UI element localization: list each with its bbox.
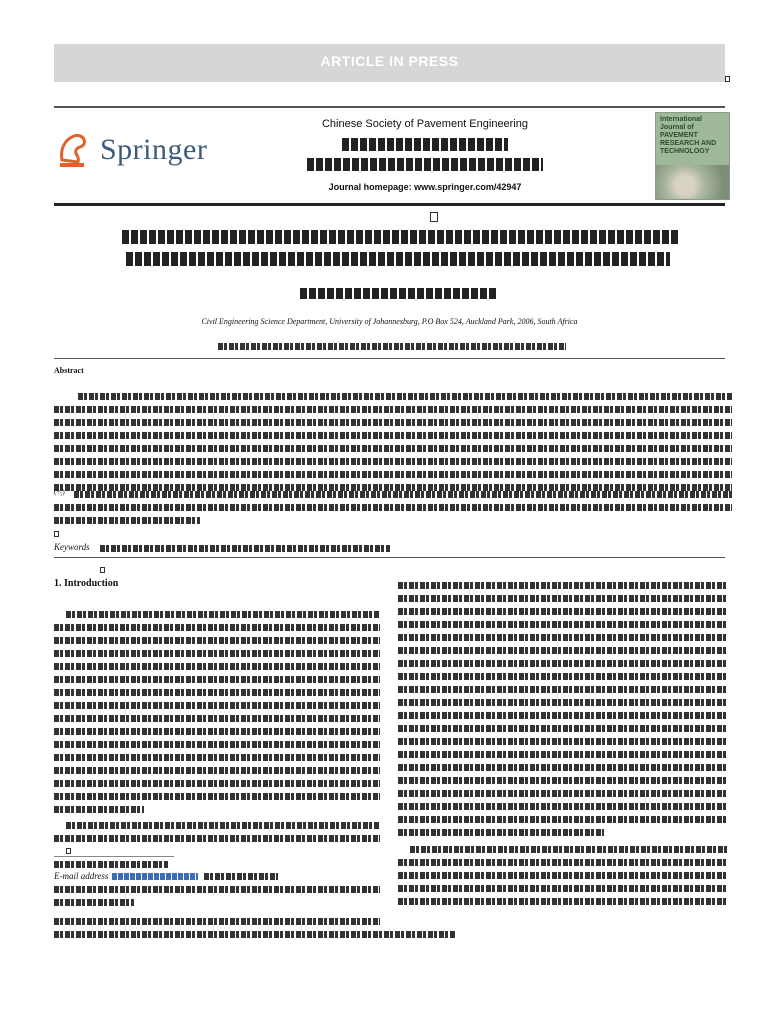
right-col-line <box>410 846 728 853</box>
intro-line <box>54 637 380 644</box>
journal-cover-image <box>655 112 730 200</box>
springer-logo <box>54 130 207 170</box>
right-col-line <box>398 885 728 892</box>
intro-line <box>54 676 380 683</box>
abstract-line <box>54 419 732 426</box>
cover-title: International Journal of PAVEMENT RESEARCH AND TECHNOLOGY <box>660 116 717 155</box>
right-col-line <box>398 712 728 719</box>
intro-line <box>54 689 380 696</box>
abstract-line <box>74 491 732 498</box>
abstract-end-glyph <box>54 531 59 537</box>
abstract-line <box>54 484 732 491</box>
springer-horse-icon <box>54 130 94 170</box>
right-col-line <box>398 595 728 602</box>
right-col-line <box>398 725 728 732</box>
corresponding-author-line <box>54 861 168 868</box>
intro-line <box>54 741 380 748</box>
keywords-label: Keywords <box>54 542 90 552</box>
right-col-line <box>398 608 728 615</box>
copyright-line <box>54 918 380 925</box>
article-title-line-1 <box>122 230 678 244</box>
introduction-heading: 1. Introduction <box>54 578 119 589</box>
springer-wordmark: Springer <box>100 133 208 166</box>
abstract-heading: Abstract <box>54 366 84 375</box>
abstract-top-rule <box>54 358 725 359</box>
right-col-line <box>398 764 728 771</box>
article-authors <box>300 288 496 299</box>
abstract-line <box>54 458 732 465</box>
intro-line <box>54 767 380 774</box>
abstract-line <box>54 406 732 413</box>
right-col-line <box>398 898 728 905</box>
intro-line <box>54 754 380 761</box>
title-glyph <box>430 212 438 222</box>
abstract-line <box>78 393 732 400</box>
journal-title-line-2 <box>307 158 543 171</box>
right-col-line <box>398 686 728 693</box>
intro-line <box>54 624 380 631</box>
header-top-rule <box>54 106 725 108</box>
intro-line <box>54 793 380 800</box>
right-col-line <box>398 859 728 866</box>
right-col-line <box>398 872 728 879</box>
abstract-line <box>54 445 732 452</box>
keywords-text <box>100 545 390 552</box>
society-name: Chinese Society of Pavement Engineering <box>321 118 529 130</box>
right-col-line <box>398 699 728 706</box>
article-title-line-2 <box>126 252 670 266</box>
journal-homepage: Journal homepage: www.springer.com/42947 <box>328 182 522 192</box>
right-col-line <box>398 634 728 641</box>
right-col-line <box>398 647 728 654</box>
intro-line <box>66 822 380 829</box>
paragraph-glyph <box>66 848 71 854</box>
intro-line <box>54 835 380 842</box>
copyright-line <box>54 931 456 938</box>
journal-title-line-1 <box>342 138 508 151</box>
cover-photo <box>656 165 729 199</box>
abstract-bottom-rule <box>54 557 725 558</box>
header-bottom-rule <box>54 203 725 206</box>
right-col-line <box>398 790 728 797</box>
author-email-link[interactable] <box>112 873 198 880</box>
right-col-line <box>398 829 604 836</box>
right-col-line <box>398 803 728 810</box>
author-affiliation: Civil Engineering Science Department, University of Johannesburg, P.O Box 524, Auckland Park, 2006, South Africa <box>201 317 578 326</box>
intro-line <box>54 663 380 670</box>
right-col-line <box>398 777 728 784</box>
right-col-line <box>398 673 728 680</box>
right-col-line <box>398 751 728 758</box>
fraction-symbol: (⁴⁄₅) <box>54 488 65 496</box>
right-col-line <box>398 621 728 628</box>
intro-line <box>54 702 380 709</box>
right-col-line <box>398 582 728 589</box>
abstract-line <box>54 432 732 439</box>
intro-line <box>54 715 380 722</box>
email-label: E-mail address <box>54 871 109 881</box>
right-col-line <box>398 816 728 823</box>
right-col-line <box>398 738 728 745</box>
intro-line <box>54 728 380 735</box>
abstract-line <box>54 471 732 478</box>
abstract-line <box>54 517 200 524</box>
footnote-line <box>54 886 380 893</box>
footnote-line <box>204 873 278 880</box>
intro-line <box>54 650 380 657</box>
intro-line <box>54 780 380 787</box>
intro-line <box>66 611 380 618</box>
corner-glyph <box>725 76 730 82</box>
right-col-line <box>398 660 728 667</box>
footnote-rule <box>54 856 174 857</box>
article-history-line <box>218 343 566 350</box>
abstract-line <box>54 504 732 511</box>
section-glyph <box>100 567 105 573</box>
intro-line <box>54 806 144 813</box>
footnote-line <box>54 899 134 906</box>
article-in-press-banner: ARTICLE IN PRESS <box>54 44 725 82</box>
